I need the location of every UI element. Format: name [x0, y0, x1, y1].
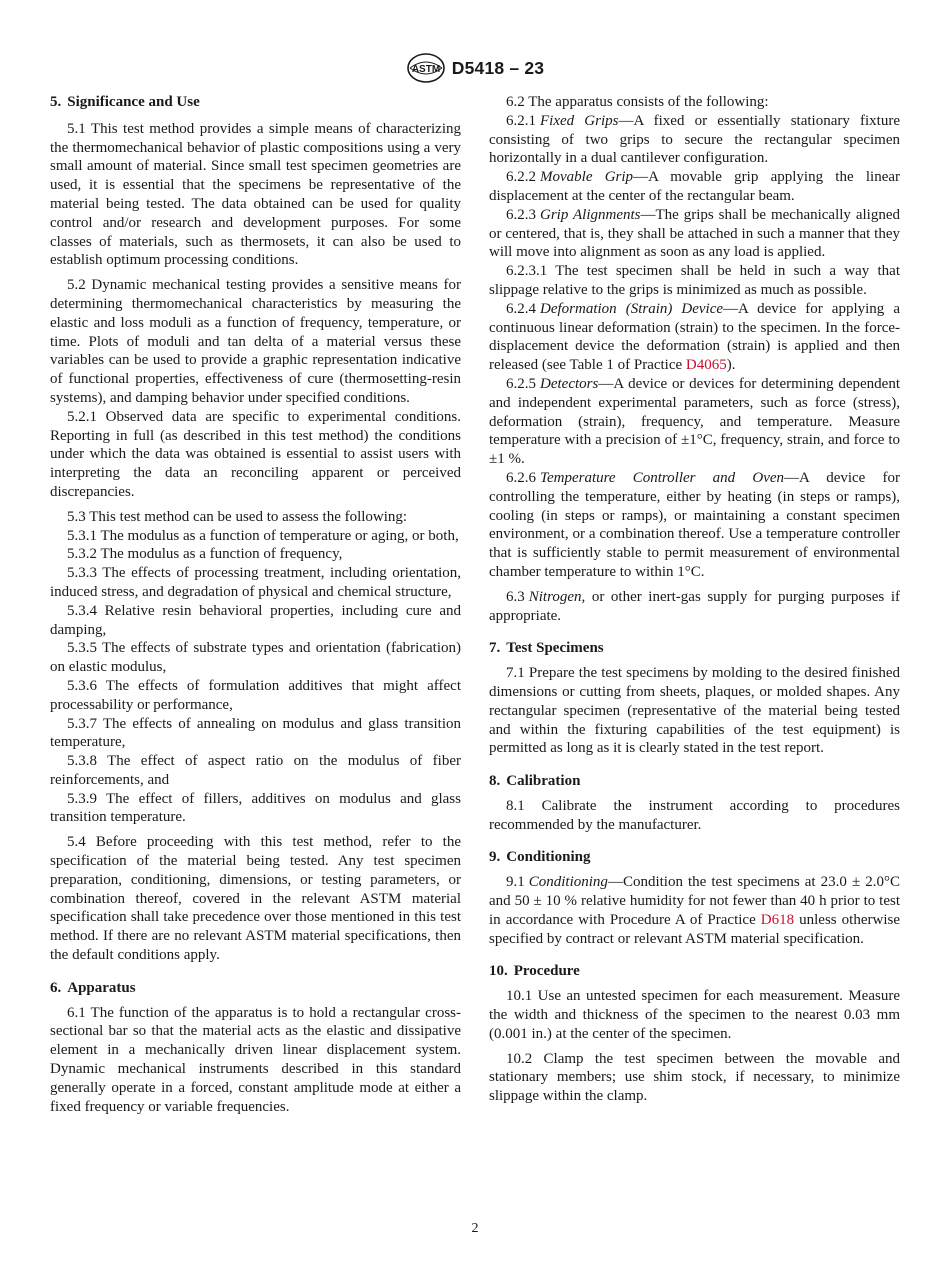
section-heading-6: 6. Apparatus: [50, 979, 136, 996]
paragraph-5-2-1: 5.2.1 Observed data are specific to experimental conditions. Reporting in full (as described in this test method) the conditions under which the data was obtained is essential to assist users with interpreting the data an reconciling apparent or perceived discrepancies.: [50, 408, 461, 500]
paragraph-5-4: 5.4 Before proceeding with this test method, refer to the specification of the material being tested. Any test specimen preparation, conditioning, dimensions, or testing parameters, or combination thereof, covered in the relevant ASTM material specification shall take precedence over those mentioned in this test method. If there are no relevant ASTM material specifications, then the default conditions apply.: [50, 834, 461, 964]
paragraph-6-2-4: 6.2.4 Deformation (Strain) Device—A device for applying a continuous linear deformation (strain) to the specimen. In the force-displacement device the deformation (strain) is applied and then released (see Table 1 of Practice D4065).: [489, 300, 900, 374]
paragraph-9-1: 9.1 Conditioning—Condition the test specimens at 23.0 ± 2.0°C and 50 ± 10 % relative humidity for not fewer than 40 h prior to test in accordance with Procedure A of Practice D618 unless otherwise specified by contract or relevant ASTM material specification.: [489, 874, 900, 947]
standard-designation: D5418 – 23: [451, 57, 545, 78]
paragraph-5-3-3: 5.3.3 The effects of processing treatment, including orientation, induced stress, and degradation of physical and chemical structure,: [50, 565, 461, 600]
section-heading-5: 5. Significance and Use: [50, 94, 200, 110]
page-number: 2: [471, 1221, 479, 1236]
paragraph-10-2: 10.2 Clamp the test specimen between the movable and stationary members; use shim stock, if necessary, to minimize slippage within the clamp.: [489, 1050, 900, 1105]
paragraph-5-3-6: 5.3.6 The effects of formulation additives that might affect processability or performance,: [50, 677, 461, 713]
right-column: [489, 93, 900, 1106]
paragraph-5-3-7: 5.3.7 The effects of annealing on modulus and glass transition temperature,: [50, 715, 461, 751]
paragraph-5-1: 5.1 This test method provides a simple means of characterizing the thermomechanical behavior of plastic compositions using a very small amount of material. Since small test specimen geometries are used, it is essential that the specimens be representative of the material being tested. The data obtained can be used for quality control and/or research and development purposes. For some classes of materials, such as thermosets, it can also be used to establish optimum processing conditions.: [50, 120, 461, 269]
reference-link-d618[interactable]: D618: [760, 911, 795, 928]
paragraph-6-1: 6.1 The function of the apparatus is to hold a rectangular cross-sectional bar so that the material acts as the elastic and dissipative element in a mechanically driven linear displacement system. Dynamic mechanical instruments described in this standard generally operate in a forced, constant amplitude mode at either a fixed frequency or variable frequencies.: [50, 1004, 461, 1115]
paragraph-6-2-3-1: 6.2.3.1 The test specimen shall be held in such a way that slippage relative to the grips is minimized as much as possible.: [489, 263, 900, 298]
reference-link-d4065[interactable]: D4065: [685, 357, 727, 374]
paragraph-5-3-8: 5.3.8 The effect of aspect ratio on the modulus of fiber reinforcements, and: [50, 753, 461, 788]
paragraph-6-2-1: 6.2.1 Fixed Grips—A fixed or essentially stationary fixture consisting of two grips to secure the rectangular specimen horizontally in a dual cantilever configuration.: [489, 112, 900, 167]
paragraph-6-2-3: 6.2.3 Grip Alignments—The grips shall be mechanically aligned or centered, that is, they shall be attached in such a manner that they will move into alignment as soon as any load is applied.: [489, 206, 900, 261]
paragraph-6-2-5: 6.2.5 Detectors—A device or devices for determining dependent and independent experimental parameters, such as force (stress), deformation (strain), frequency, and temperature. Measure temperature with a precision of ±1°C, frequency, strain, and force to ±1 %.: [489, 375, 900, 468]
paragraph-5-3-2: 5.3.2 The modulus as a function of frequency,: [67, 546, 343, 563]
paragraph-8-1: 8.1 Calibrate the instrument according to procedures recommended by the manufacturer.: [489, 797, 900, 833]
paragraph-5-2: 5.2 Dynamic mechanical testing provides a sensitive means for determining thermomechanical characteristics by measuring the elastic and loss moduli as a function of frequency, temperature, or time. Plots of moduli and tan delta of a material versus these variables can be used to provide a graphic representation indicative of functional properties, effectiveness of cure (thermosetting-resin systems), and damping behavior under specified conditions.: [50, 277, 461, 406]
paragraph-6-2: 6.2 The apparatus consists of the following:: [506, 94, 769, 110]
page-header: [0, 52, 950, 84]
paragraph-6-2-2: 6.2.2 Movable Grip—A movable grip applying the linear displacement at the center of the rectangular beam.: [489, 169, 901, 204]
paragraph-5-3-4: 5.3.4 Relative resin behavioral properties, including cure and damping,: [50, 602, 461, 638]
section-heading-9: 9. Conditioning: [489, 849, 591, 866]
astm-logo-icon: [406, 52, 446, 84]
section-heading-7: 7. Test Specimens: [489, 640, 604, 657]
svg-text:ASTM: ASTM: [411, 64, 440, 75]
left-column: [50, 93, 461, 1116]
paragraph-10-1: 10.1 Use an untested specimen for each measurement. Measure the width and thickness of the specimen to the nearest 0.03 mm (0.001 in.) at the center of the specimen.: [489, 988, 900, 1042]
paragraph-6-3: 6.3 Nitrogen, or other inert-gas supply for purging purposes if appropriate.: [489, 588, 900, 624]
section-heading-8: 8. Calibration: [489, 773, 581, 790]
paragraph-6-2-6: 6.2.6 Temperature Controller and Oven—A device for controlling the temperature, either by heating (in steps or ramps), cooling (in steps or ramps), or maintaining a constant specimen environment, or a combination thereof. Use a temperature controller that is sufficiently stable to permit measurement of environmental chamber temperature to within 1°C.: [489, 469, 900, 580]
section-heading-10: 10. Procedure: [489, 963, 580, 980]
paragraph-5-3-9: 5.3.9 The effect of fillers, additives on modulus and glass transition temperature.: [50, 790, 461, 826]
paragraph-5-3: 5.3 This test method can be used to assess the following:: [67, 508, 408, 525]
paragraph-5-3-1: 5.3.1 The modulus as a function of temperature or aging, or both,: [67, 527, 459, 544]
paragraph-7-1: 7.1 Prepare the test specimens by molding to the desired finished dimensions or cutting from sheets, plaques, or molded shapes. Any rectangular specimen (representative of the material being tested and within the fixturing capabilities of the test equipment) is permitted as long as it is clearly stated in the test report.: [489, 665, 900, 757]
paragraph-5-3-5: 5.3.5 The effects of substrate types and orientation (fabrication) on elastic modulus,: [50, 640, 461, 676]
